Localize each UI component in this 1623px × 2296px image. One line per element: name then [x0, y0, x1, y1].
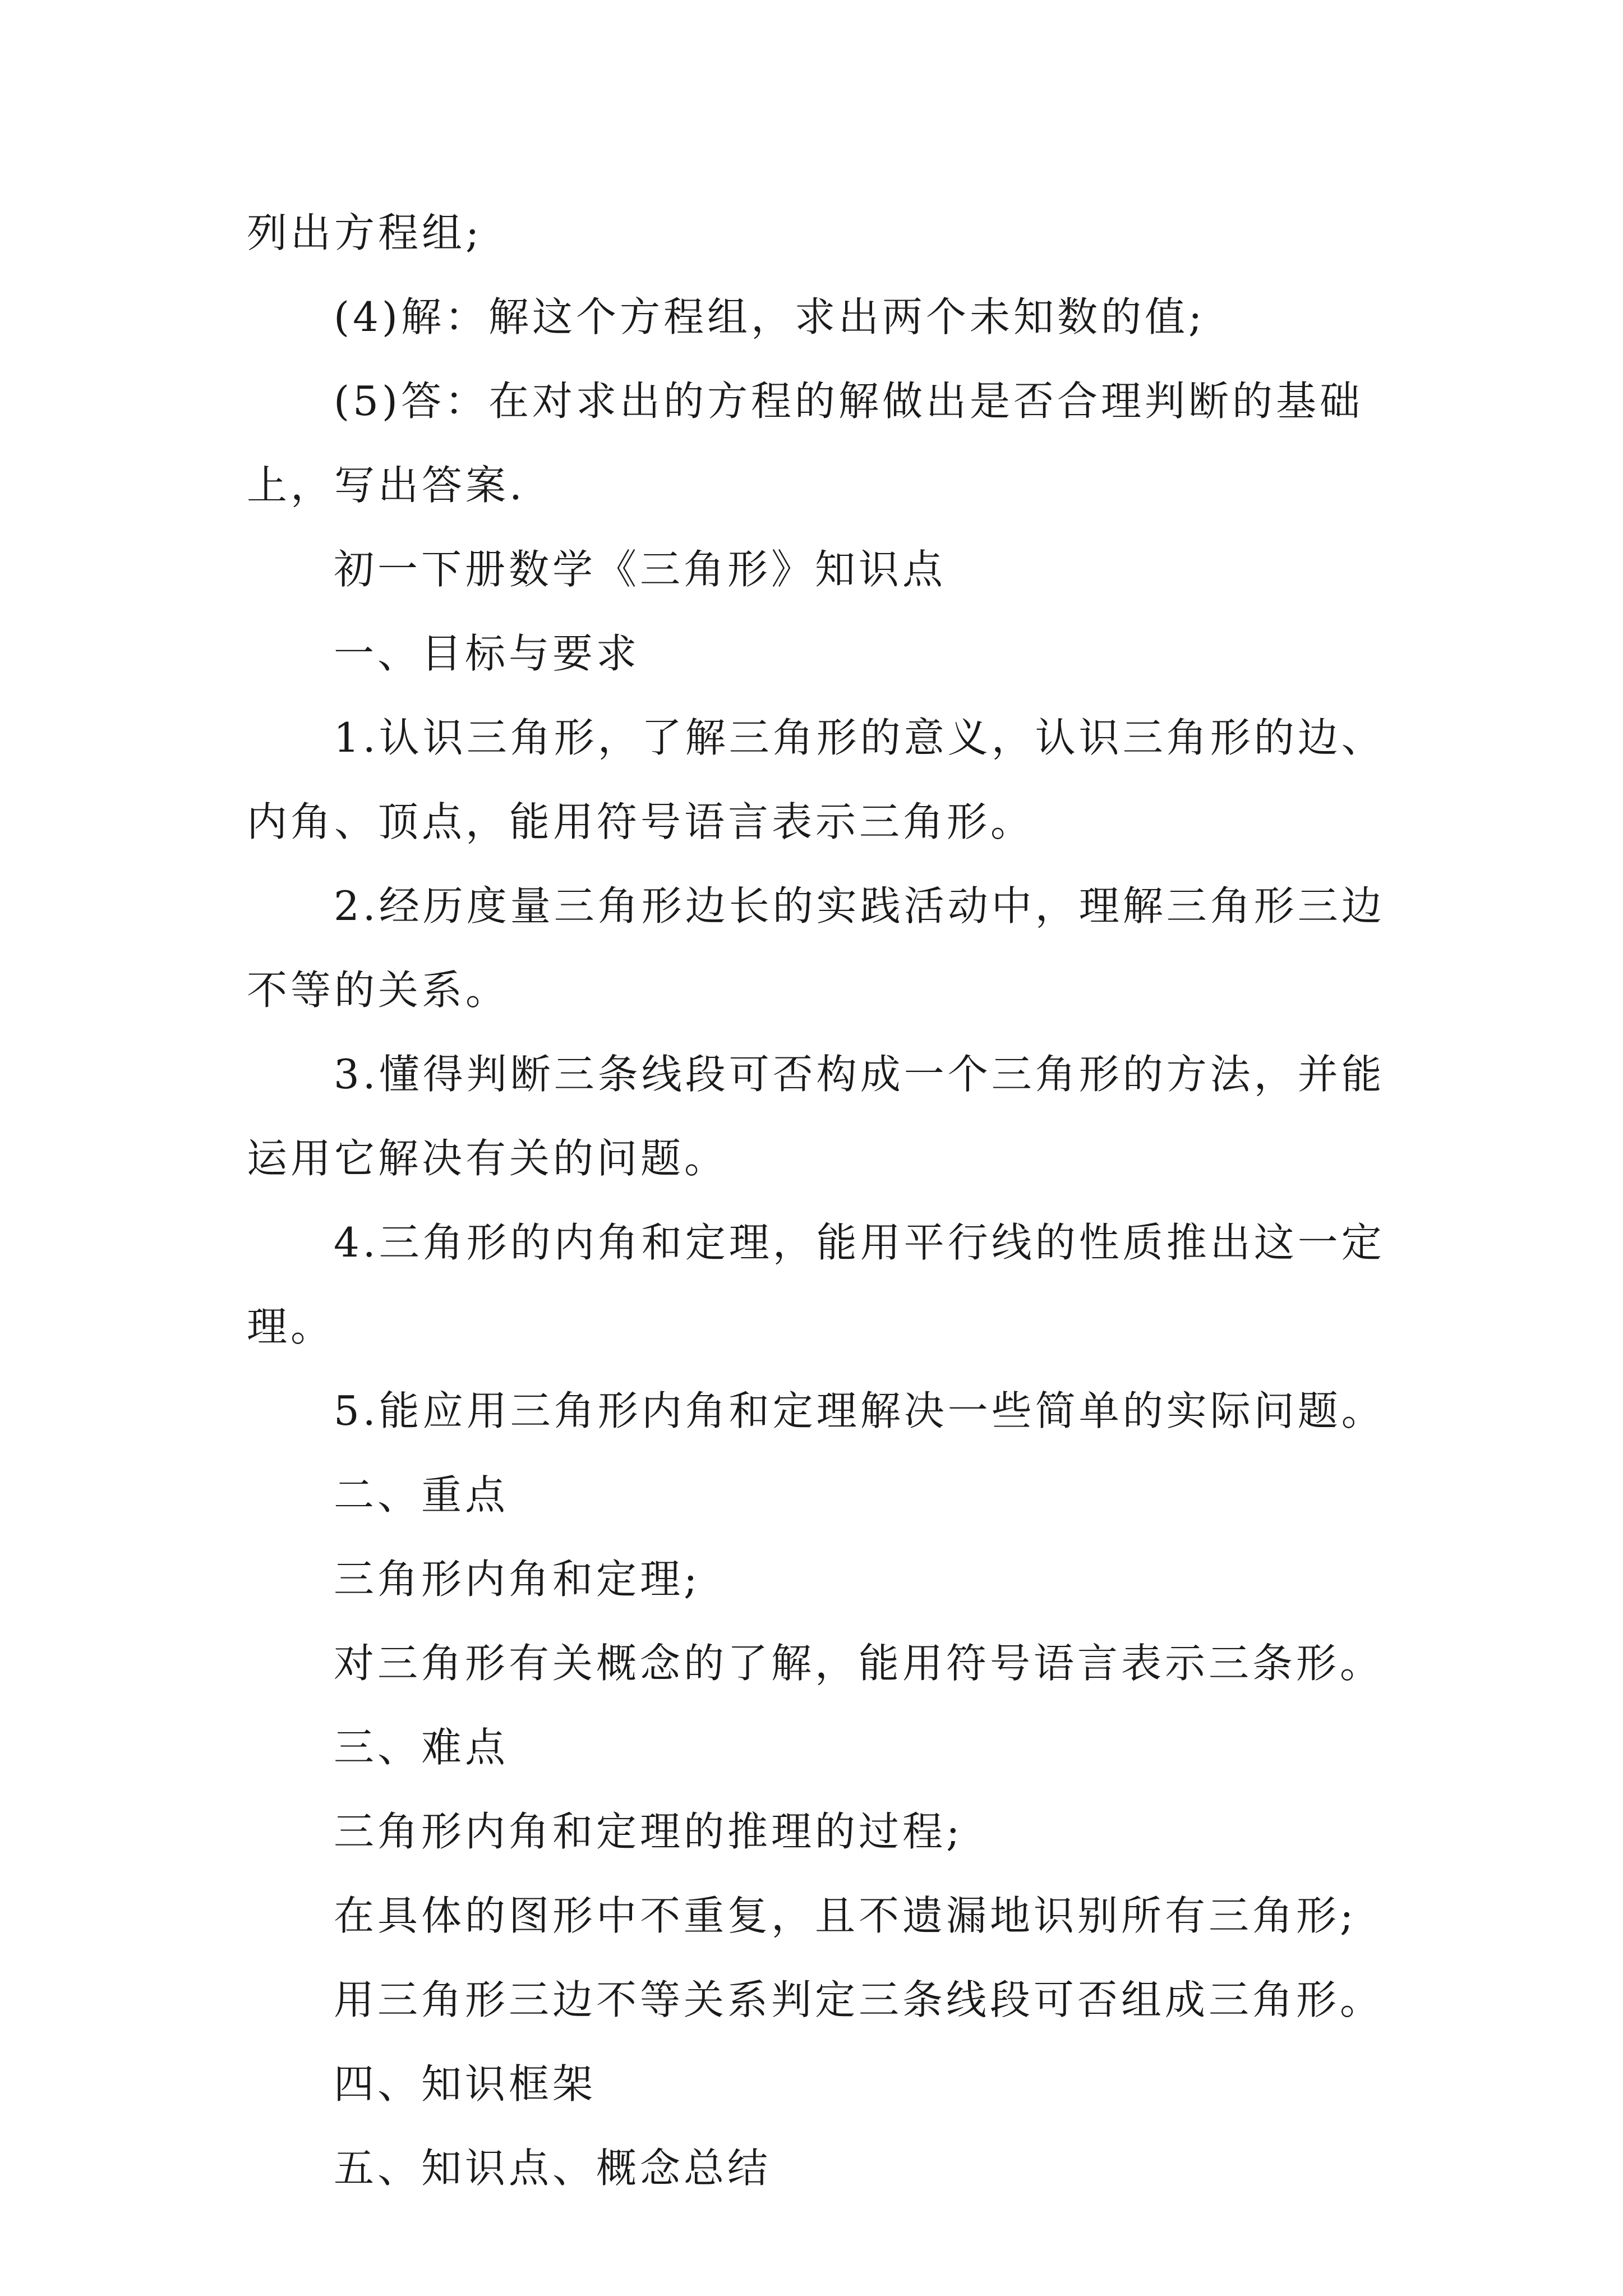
difficulty-3: 用三角形三边不等关系判定三条线段可否组成三角形。 [334, 1976, 1384, 2023]
list-item-1-continuation: 内角、顶点，能用符号语言表示三角形。 [247, 798, 1035, 845]
list-item-4-continuation: 理。 [247, 1303, 335, 1350]
text-line-step-5: (5)答：在对求出的方程的解做出是否合理判断的基础 [334, 378, 1363, 425]
section-title: 初一下册数学《三角形》知识点 [334, 546, 947, 593]
heading-key-points: 二、重点 [334, 1471, 509, 1519]
list-item-2-continuation: 不等的关系。 [247, 967, 510, 1014]
heading-framework: 四、知识框架 [334, 2060, 597, 2108]
heading-goals: 一、目标与要求 [334, 630, 640, 677]
key-point-1: 三角形内角和定理; [334, 1556, 701, 1603]
difficulty-1: 三角形内角和定理的推理的过程; [334, 1808, 963, 1855]
heading-difficulties: 三、难点 [334, 1724, 509, 1771]
difficulty-2: 在具体的图形中不重复，且不遗漏地识别所有三角形; [334, 1892, 1357, 1939]
document-body [247, 191, 1391, 2210]
heading-summary: 五、知识点、概念总结 [334, 2145, 772, 2192]
key-point-2: 对三角形有关概念的了解，能用符号语言表示三条形。 [334, 1640, 1384, 1687]
text-line-continuation: 列出方程组; [247, 209, 483, 256]
list-item-2: 2.经历度量三角形边长的实践活动中，理解三角形三边 [334, 882, 1385, 930]
text-line-step-5-continuation: 上，写出答案. [247, 462, 525, 509]
text-line-step-4: (4)解：解这个方程组，求出两个未知数的值; [334, 293, 1206, 341]
list-item-1: 1.认识三角形，了解三角形的意义，认识三角形的边、 [334, 714, 1385, 761]
list-item-5: 5.能应用三角形内角和定理解决一些简单的实际问题。 [334, 1387, 1385, 1434]
list-item-3: 3.懂得判断三条线段可否构成一个三角形的方法，并能 [334, 1051, 1385, 1098]
list-item-4: 4.三角形的内角和定理，能用平行线的性质推出这一定 [334, 1219, 1385, 1266]
list-item-3-continuation: 运用它解决有关的问题。 [247, 1135, 728, 1182]
